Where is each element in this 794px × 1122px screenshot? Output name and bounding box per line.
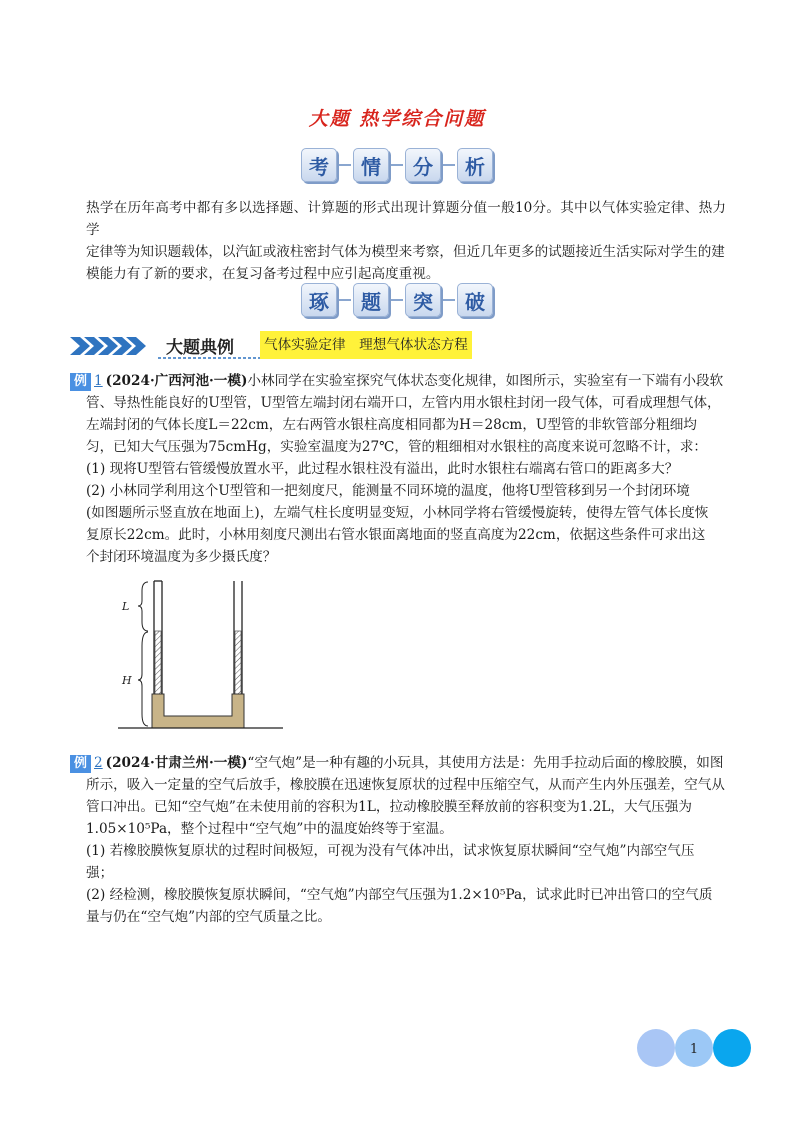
heading-tile: 突 xyxy=(405,283,441,317)
question-2: (2) 经检测，橡胶膜恢复原状瞬间，“空气炮”内部空气压强为1.2×10⁵Pa，试求此时已冲出管口的空气质 xyxy=(86,887,713,903)
heading-tile: 题 xyxy=(353,283,389,317)
tile-connector xyxy=(339,164,351,166)
u-tube-diagram xyxy=(118,576,288,740)
heading-tile: 考 xyxy=(301,148,337,182)
example-text-line: 1.05×10⁵Pa，整个过程中“空气炮”中的温度始终等于室温。 xyxy=(86,821,453,837)
question-2: (2) 小林同学利用这个U型管和一把刻度尺，能测量不同环境的温度，他将U型管移到另一个封闭环境 xyxy=(86,483,690,499)
example-text-line: 管口冲出。已知“空气炮”在未使用前的容积为1L，拉动橡胶膜至释放前的容积变为1.2L，大气压强为 xyxy=(86,799,692,815)
banner-subtitle: 气体实验定律 理想气体状态方程 xyxy=(260,331,472,359)
example-1 xyxy=(70,370,726,568)
example-text-line: 复原长22cm。此时，小林用刻度尺测出右管水银面离地面的竖直高度为22cm，依据这些条件可求出这 xyxy=(86,527,706,543)
example-text-line: 左端封闭的气体长度L＝22cm，左右两管水银柱高度相同都为H＝28cm，U型管的非软管部分粗细均 xyxy=(86,417,697,433)
example-text-line: 量与仍在“空气炮”内部的空气质量之比。 xyxy=(86,909,331,925)
intro-line: 模能力有了新的要求，在复习备考过程中应引起高度重视。 xyxy=(86,266,440,282)
example-text-line: “空气炮”是一种有趣的小玩具，其使用方法是：先用手拉动后面的橡胶膜，如图 xyxy=(247,755,724,771)
heading-tile: 情 xyxy=(353,148,389,182)
section-banner xyxy=(70,331,480,361)
example-badge: 例 xyxy=(70,755,91,773)
section-heading-analysis xyxy=(0,148,794,182)
tile-connector xyxy=(443,299,455,301)
example-source: (2024·甘肃兰州·一模) xyxy=(105,755,248,771)
example-text-line: 个封闭环境温度为多少摄氏度？ xyxy=(86,549,277,565)
tile-connector xyxy=(391,164,403,166)
heading-tile: 琢 xyxy=(301,283,337,317)
banner-label: 大题典例 xyxy=(166,338,234,358)
example-number: 2 xyxy=(94,755,103,771)
question-1: (1) 现将U型管右管缓慢放置水平，此过程水银柱没有溢出，此时水银柱右端离右管口的距离多大？ xyxy=(86,461,679,477)
example-2 xyxy=(70,752,726,928)
example-text-line: 匀，已知大气压强为75cmHg，实验室温度为27℃，管的粗细相对水银柱的高度来说可忽略不计，求： xyxy=(86,439,708,455)
example-text-line: 管、导热性能良好的U型管，U型管左端封闭右端开口，左管内用水银柱封闭一段气体，可看成理想气体， xyxy=(86,395,721,411)
diagram-label-H: H xyxy=(122,674,132,687)
example-number: 1 xyxy=(94,373,103,389)
example-text-line: (如图题所示竖直放在地面上)，左端气柱长度明显变短，小林同学将右管缓慢旋转，使得左管气体长度恢 xyxy=(86,505,709,521)
example-source: (2024·广西河池·一模) xyxy=(105,373,248,389)
page-number-badge xyxy=(636,1029,752,1067)
heading-tile: 分 xyxy=(405,148,441,182)
heading-tile: 破 xyxy=(457,283,493,317)
heading-tile: 析 xyxy=(457,148,493,182)
example-text-line: 小林同学在实验室探究气体状态变化规律，如图所示，实验室有一下端有小段软 xyxy=(247,373,724,389)
question-1: (1) 若橡胶膜恢复原状的过程时间极短，可视为没有气体冲出，试求恢复原状瞬间“空气炮”内部空气压 xyxy=(86,843,695,859)
intro-paragraph xyxy=(86,197,726,285)
page-title: 大题 热学综合问题 xyxy=(308,108,486,130)
intro-line: 热学在历年高考中都有多以选择题、计算题的形式出现计算题分值一般10分。其中以气体实验定律、热力学 xyxy=(86,200,726,238)
example-1-first-line xyxy=(70,370,726,392)
example-2-first-line xyxy=(70,752,726,774)
diagram-label-L: L xyxy=(122,600,130,613)
example-text-line: 所示，吸入一定量的空气后放手，橡胶膜在迅速恢复原状的过程中压缩空气，从而产生内外压强差，空气从 xyxy=(86,777,725,793)
section-heading-breakthrough xyxy=(0,283,794,317)
tile-connector xyxy=(339,299,351,301)
example-badge: 例 xyxy=(70,373,91,391)
example-text-line: 强； xyxy=(86,865,114,881)
tile-connector xyxy=(443,164,455,166)
intro-line: 定律等为知识题载体，以汽缸或液柱密封气体为模型来考察，但近几年更多的试题接近生活实际对学生的建 xyxy=(86,244,725,260)
page-number: 1 xyxy=(689,1042,699,1057)
tile-connector xyxy=(391,299,403,301)
